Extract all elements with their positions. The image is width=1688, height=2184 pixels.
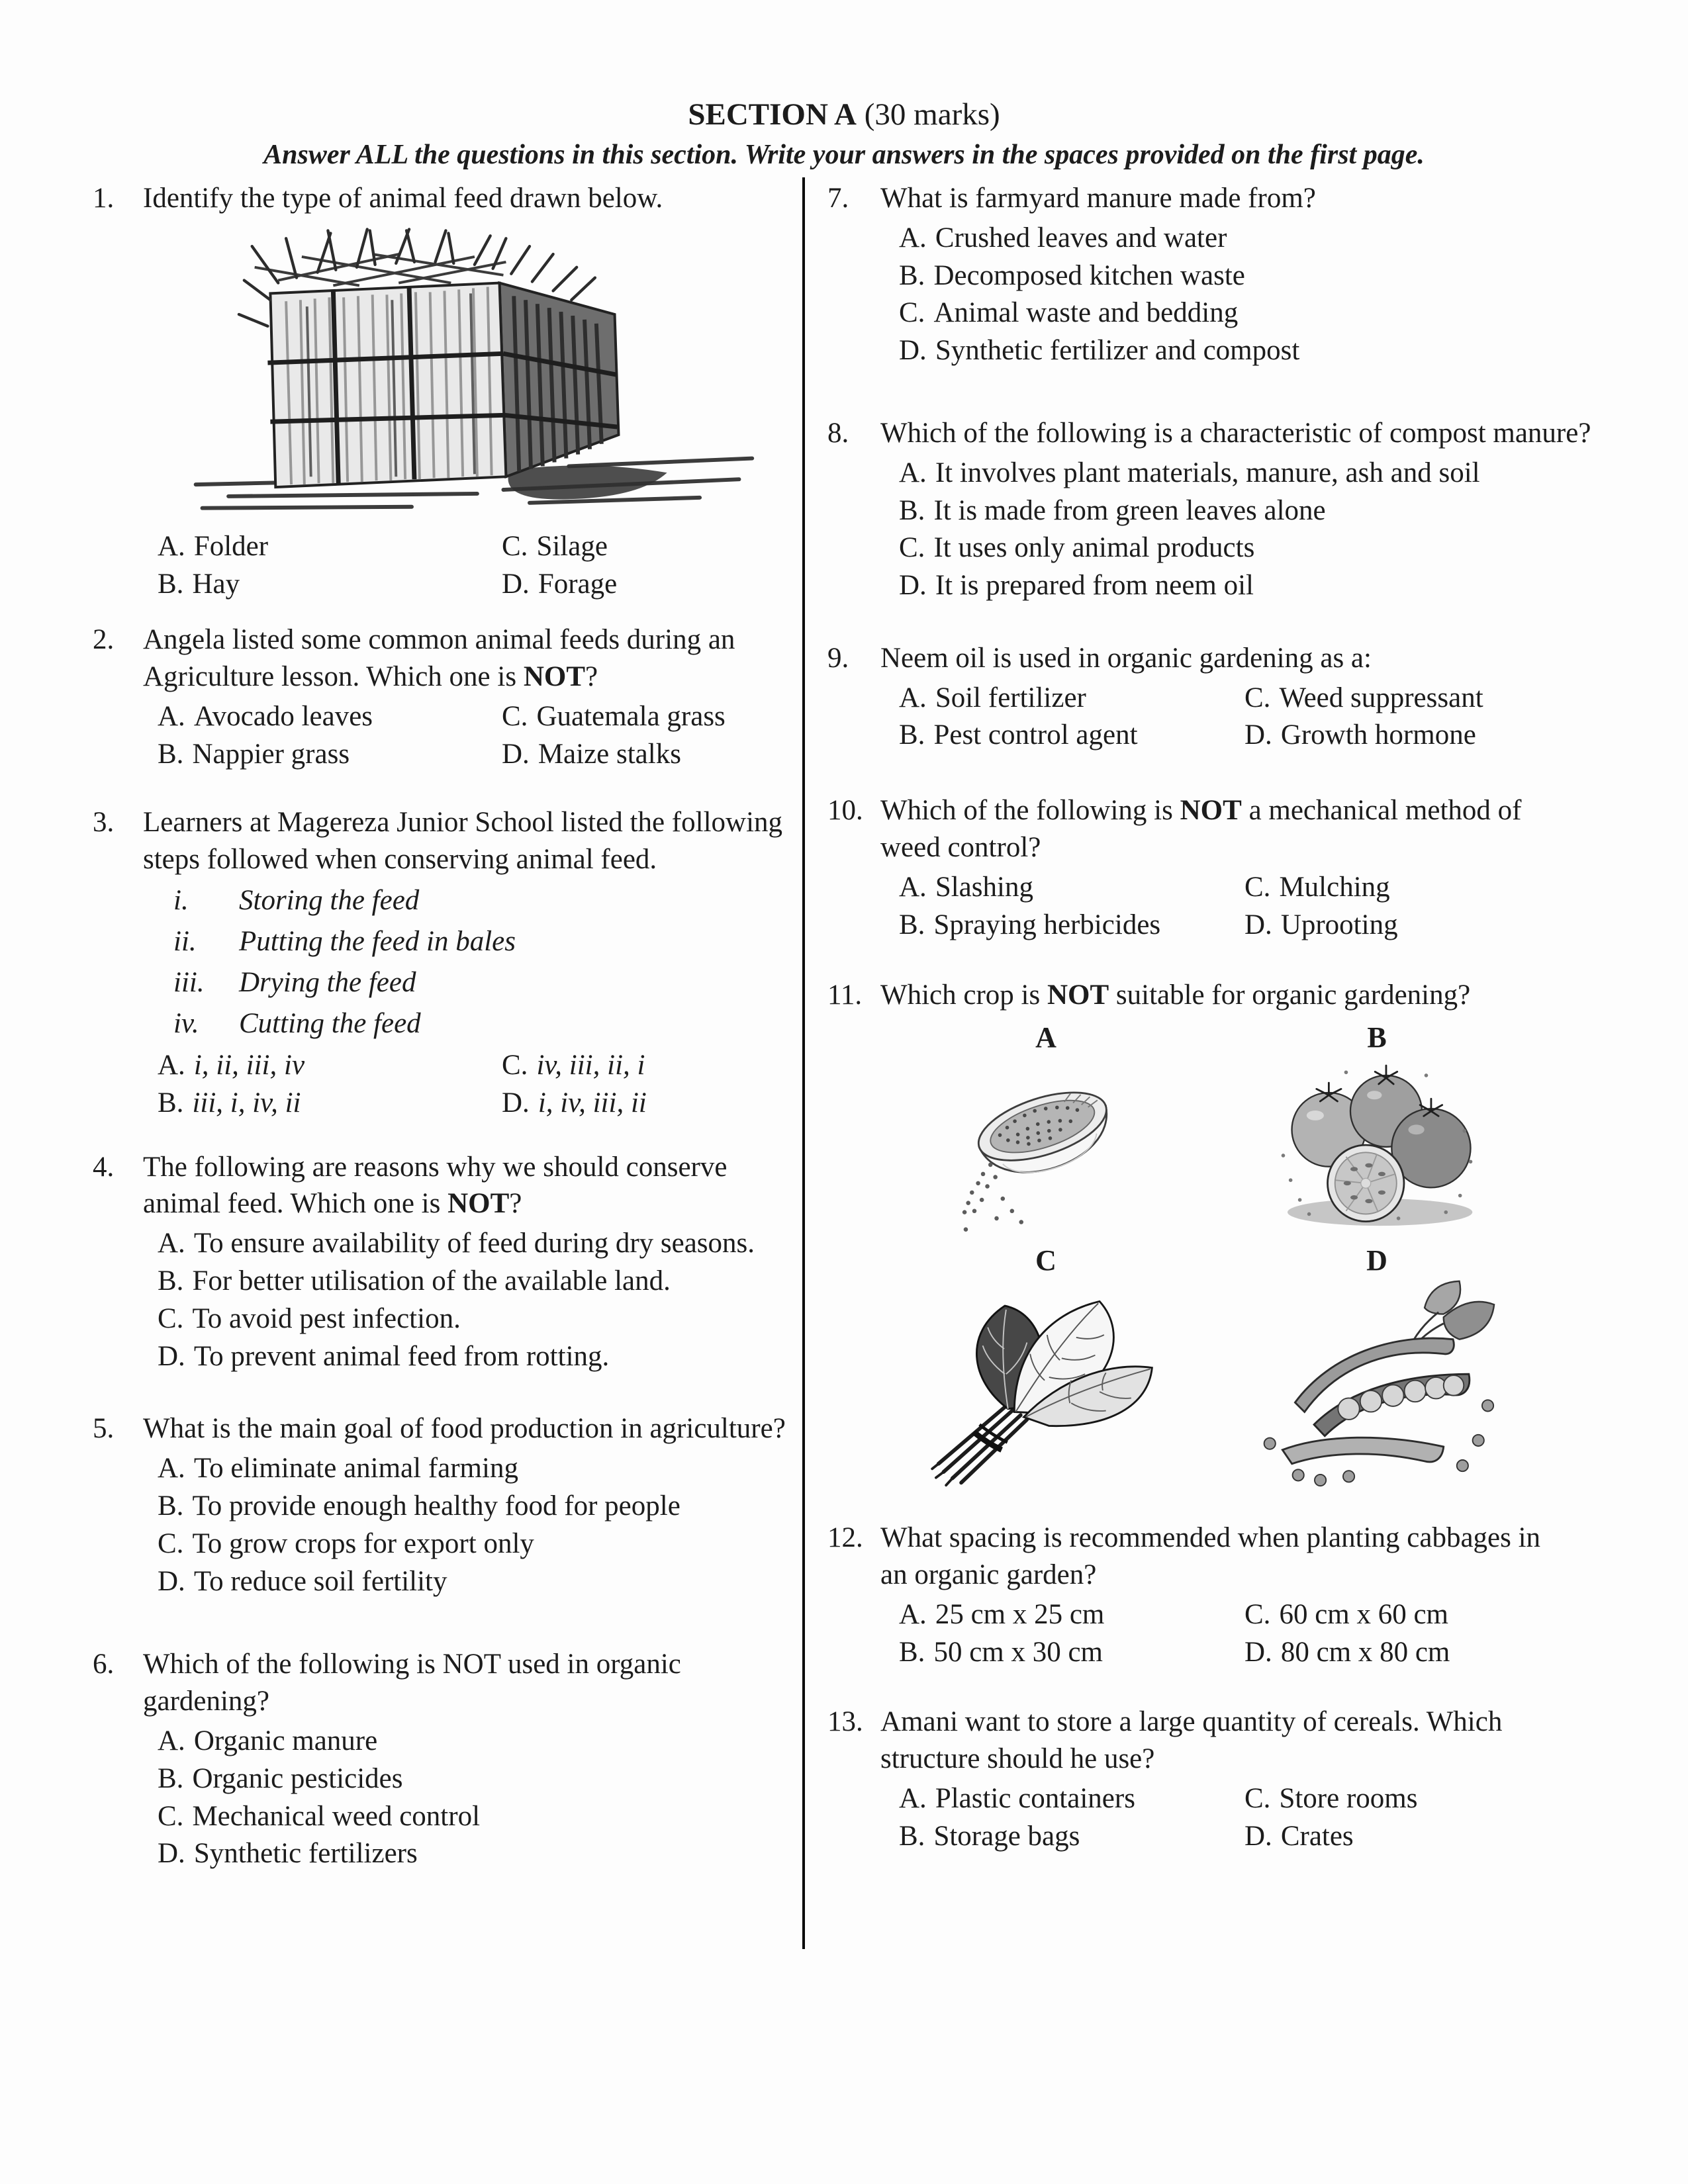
crop-figure-c xyxy=(880,1245,1211,1488)
question-2-text: Angela listed some common animal feeds during an Agriculture lesson. Which one is NOT? xyxy=(143,624,735,693)
question-4-option-b: B. For better utilisation of the available land. xyxy=(158,1265,671,1297)
question-7-option-d: D. Synthetic fertilizer and compost xyxy=(899,335,1300,367)
question-11 xyxy=(827,977,1595,1488)
question-9-number: 9. xyxy=(827,642,849,674)
question-1-number: 1. xyxy=(93,183,115,214)
question-10-option-c: C. Mulching xyxy=(1244,871,1390,903)
question-3-options xyxy=(143,1047,786,1122)
question-1-option-c: C. Silage xyxy=(502,530,608,562)
question-5-option-a: A. To eliminate animal farming xyxy=(158,1453,518,1484)
column-divider-rule xyxy=(802,177,805,1949)
pea-pods-image xyxy=(1211,1279,1542,1488)
figure-d-label: D xyxy=(1366,1244,1387,1277)
question-1-text: Identify the type of animal feed drawn below. xyxy=(143,183,663,214)
question-4-number: 4. xyxy=(93,1151,115,1183)
question-9-option-b: B. Pest control agent xyxy=(899,719,1138,751)
question-9-options xyxy=(880,680,1595,755)
question-11-text: Which crop is NOT suitable for organic gardening? xyxy=(880,979,1471,1011)
question-10-option-b: B. Spraying herbicides xyxy=(899,909,1161,940)
question-1 xyxy=(93,180,786,603)
question-10 xyxy=(827,792,1595,944)
question-3-steps xyxy=(143,880,786,1044)
question-4-option-c: C. To avoid pest infection. xyxy=(158,1302,461,1334)
question-3-text: Learners at Magereza Junior School listed the following steps followed when conserving animal feed. xyxy=(143,806,783,875)
question-12 xyxy=(827,1520,1595,1671)
figure-b-label: B xyxy=(1367,1021,1387,1054)
question-2-option-c: C. Guatemala grass xyxy=(502,701,726,733)
question-2-options xyxy=(143,698,786,774)
question-6 xyxy=(93,1646,786,1873)
question-10-option-d: D. Uprooting xyxy=(1244,909,1398,940)
question-3-number: 3. xyxy=(93,806,115,838)
section-title-bold: SECTION A xyxy=(688,97,857,132)
question-8-option-b: B. It is made from green leaves alone xyxy=(899,494,1326,526)
question-9-option-c: C. Weed suppressant xyxy=(1244,682,1483,713)
question-1-option-d: D. Forage xyxy=(502,568,618,600)
question-1-option-a: A. Folder xyxy=(158,530,269,562)
question-7-options xyxy=(880,220,1595,370)
left-column xyxy=(93,180,786,1873)
figure-a-label: A xyxy=(1035,1021,1056,1054)
question-5-option-d: D. To reduce soil fertility xyxy=(158,1565,447,1597)
question-12-option-c: C. 60 cm x 60 cm xyxy=(1244,1598,1449,1630)
question-12-option-d: D. 80 cm x 80 cm xyxy=(1244,1636,1450,1668)
question-11-figures xyxy=(880,1022,1542,1488)
question-6-options xyxy=(143,1723,786,1873)
question-10-number: 10. xyxy=(827,795,863,827)
question-4-options xyxy=(143,1225,786,1375)
question-6-text: Which of the following is NOT used in organic gardening? xyxy=(143,1649,681,1717)
question-10-options xyxy=(880,869,1542,944)
question-7-option-c: C. Animal waste and bedding xyxy=(899,297,1239,329)
question-12-number: 12. xyxy=(827,1522,863,1554)
section-title xyxy=(0,97,1688,132)
question-8-option-c: C. It uses only animal products xyxy=(899,532,1255,564)
question-6-option-c: C. Mechanical weed control xyxy=(158,1800,481,1832)
question-5-option-c: C. To grow crops for export only xyxy=(158,1527,534,1559)
question-9 xyxy=(827,640,1595,754)
question-4-option-d: D. To prevent animal feed from rotting. xyxy=(158,1340,610,1372)
question-13-options xyxy=(880,1780,1595,1856)
step-iv: iv. Cutting the feed xyxy=(173,1008,421,1040)
question-7-text: What is farmyard manure made from? xyxy=(880,183,1316,214)
question-7-option-b: B. Decomposed kitchen waste xyxy=(899,259,1245,291)
crop-figure-a xyxy=(880,1022,1211,1235)
question-3-option-d: D. i, iv, iii, ii xyxy=(502,1087,647,1118)
question-13-option-a: A. Plastic containers xyxy=(899,1783,1135,1815)
grain-bowl-image xyxy=(880,1057,1211,1236)
question-1-options xyxy=(143,528,786,604)
question-2-option-b: B. Nappier grass xyxy=(158,738,350,770)
leafy-greens-image xyxy=(880,1279,1211,1488)
crop-figure-d xyxy=(1211,1245,1542,1488)
question-2-number: 2. xyxy=(93,624,115,656)
question-6-option-d: D. Synthetic fertilizers xyxy=(158,1838,418,1870)
question-5-option-b: B. To provide enough healthy food for people xyxy=(158,1490,680,1522)
page-header xyxy=(0,97,1688,171)
question-6-option-a: A. Organic manure xyxy=(158,1725,378,1757)
figure-c-label: C xyxy=(1035,1244,1056,1277)
question-5-number: 5. xyxy=(93,1413,115,1445)
question-13-option-b: B. Storage bags xyxy=(899,1820,1080,1852)
question-7-option-a: A. Crushed leaves and water xyxy=(899,222,1227,253)
question-13-option-d: D. Crates xyxy=(1244,1820,1354,1852)
step-iii: iii. Drying the feed xyxy=(173,967,416,999)
question-5 xyxy=(93,1410,786,1600)
section-instructions: Answer ALL the questions in this section. Write your answers in the spaces provided on the first page. xyxy=(263,140,1425,170)
question-6-option-b: B. Organic pesticides xyxy=(158,1762,403,1794)
question-8-option-a: A. It involves plant materials, manure, ash and soil xyxy=(899,457,1480,488)
question-12-option-a: A. 25 cm x 25 cm xyxy=(899,1598,1105,1630)
question-9-text: Neem oil is used in organic gardening as a: xyxy=(880,642,1372,674)
question-7 xyxy=(827,180,1595,370)
question-1-option-b: B. Hay xyxy=(158,568,240,600)
question-4-option-a: A. To ensure availability of feed during dry seasons. xyxy=(158,1228,755,1259)
question-10-text: Which of the following is NOT a mechanical method of weed control? xyxy=(880,795,1522,864)
crop-figure-b xyxy=(1211,1022,1542,1235)
question-2-option-d: D. Maize stalks xyxy=(502,738,681,770)
question-12-text: What spacing is recommended when planting cabbages in an organic garden? xyxy=(880,1522,1541,1591)
right-column xyxy=(827,180,1595,1856)
step-ii: ii. Putting the feed in bales xyxy=(173,926,516,958)
question-5-options xyxy=(143,1450,786,1600)
question-13-text: Amani want to store a large quantity of cereals. Which structure should he use? xyxy=(880,1706,1503,1775)
tomatoes-image xyxy=(1211,1057,1542,1236)
question-3-option-a: A. i, ii, iii, iv xyxy=(158,1050,305,1081)
question-2 xyxy=(93,621,786,773)
section-marks: (30 marks) xyxy=(857,97,1000,132)
question-3 xyxy=(93,804,786,1122)
question-13-number: 13. xyxy=(827,1706,863,1738)
question-6-number: 6. xyxy=(93,1649,115,1680)
question-8-number: 8. xyxy=(827,417,849,449)
question-8-text: Which of the following is a characteristic of compost manure? xyxy=(880,417,1591,449)
question-9-option-d: D. Growth hormone xyxy=(1244,719,1476,751)
question-13 xyxy=(827,1704,1595,1855)
question-11-number: 11. xyxy=(827,979,863,1011)
question-7-number: 7. xyxy=(827,183,849,214)
question-8-option-d: D. It is prepared from neem oil xyxy=(899,570,1254,602)
question-10-option-a: A. Slashing xyxy=(899,871,1033,903)
question-8-options xyxy=(880,455,1595,605)
step-i: i. Storing the feed xyxy=(173,885,420,917)
question-12-option-b: B. 50 cm x 30 cm xyxy=(899,1636,1103,1668)
hay-bale-image xyxy=(176,228,786,519)
question-13-option-c: C. Store rooms xyxy=(1244,1783,1418,1815)
question-4-text: The following are reasons why we should conserve animal feed. Which one is NOT? xyxy=(143,1151,727,1220)
question-3-option-b: B. iii, i, iv, ii xyxy=(158,1087,301,1118)
question-9-option-a: A. Soil fertilizer xyxy=(899,682,1086,713)
question-8 xyxy=(827,415,1595,605)
question-5-text: What is the main goal of food production in agriculture? xyxy=(143,1413,786,1445)
question-12-options xyxy=(880,1596,1542,1672)
question-3-option-c: C. iv, iii, ii, i xyxy=(502,1050,645,1081)
question-2-option-a: A. Avocado leaves xyxy=(158,701,373,733)
question-4 xyxy=(93,1149,786,1376)
